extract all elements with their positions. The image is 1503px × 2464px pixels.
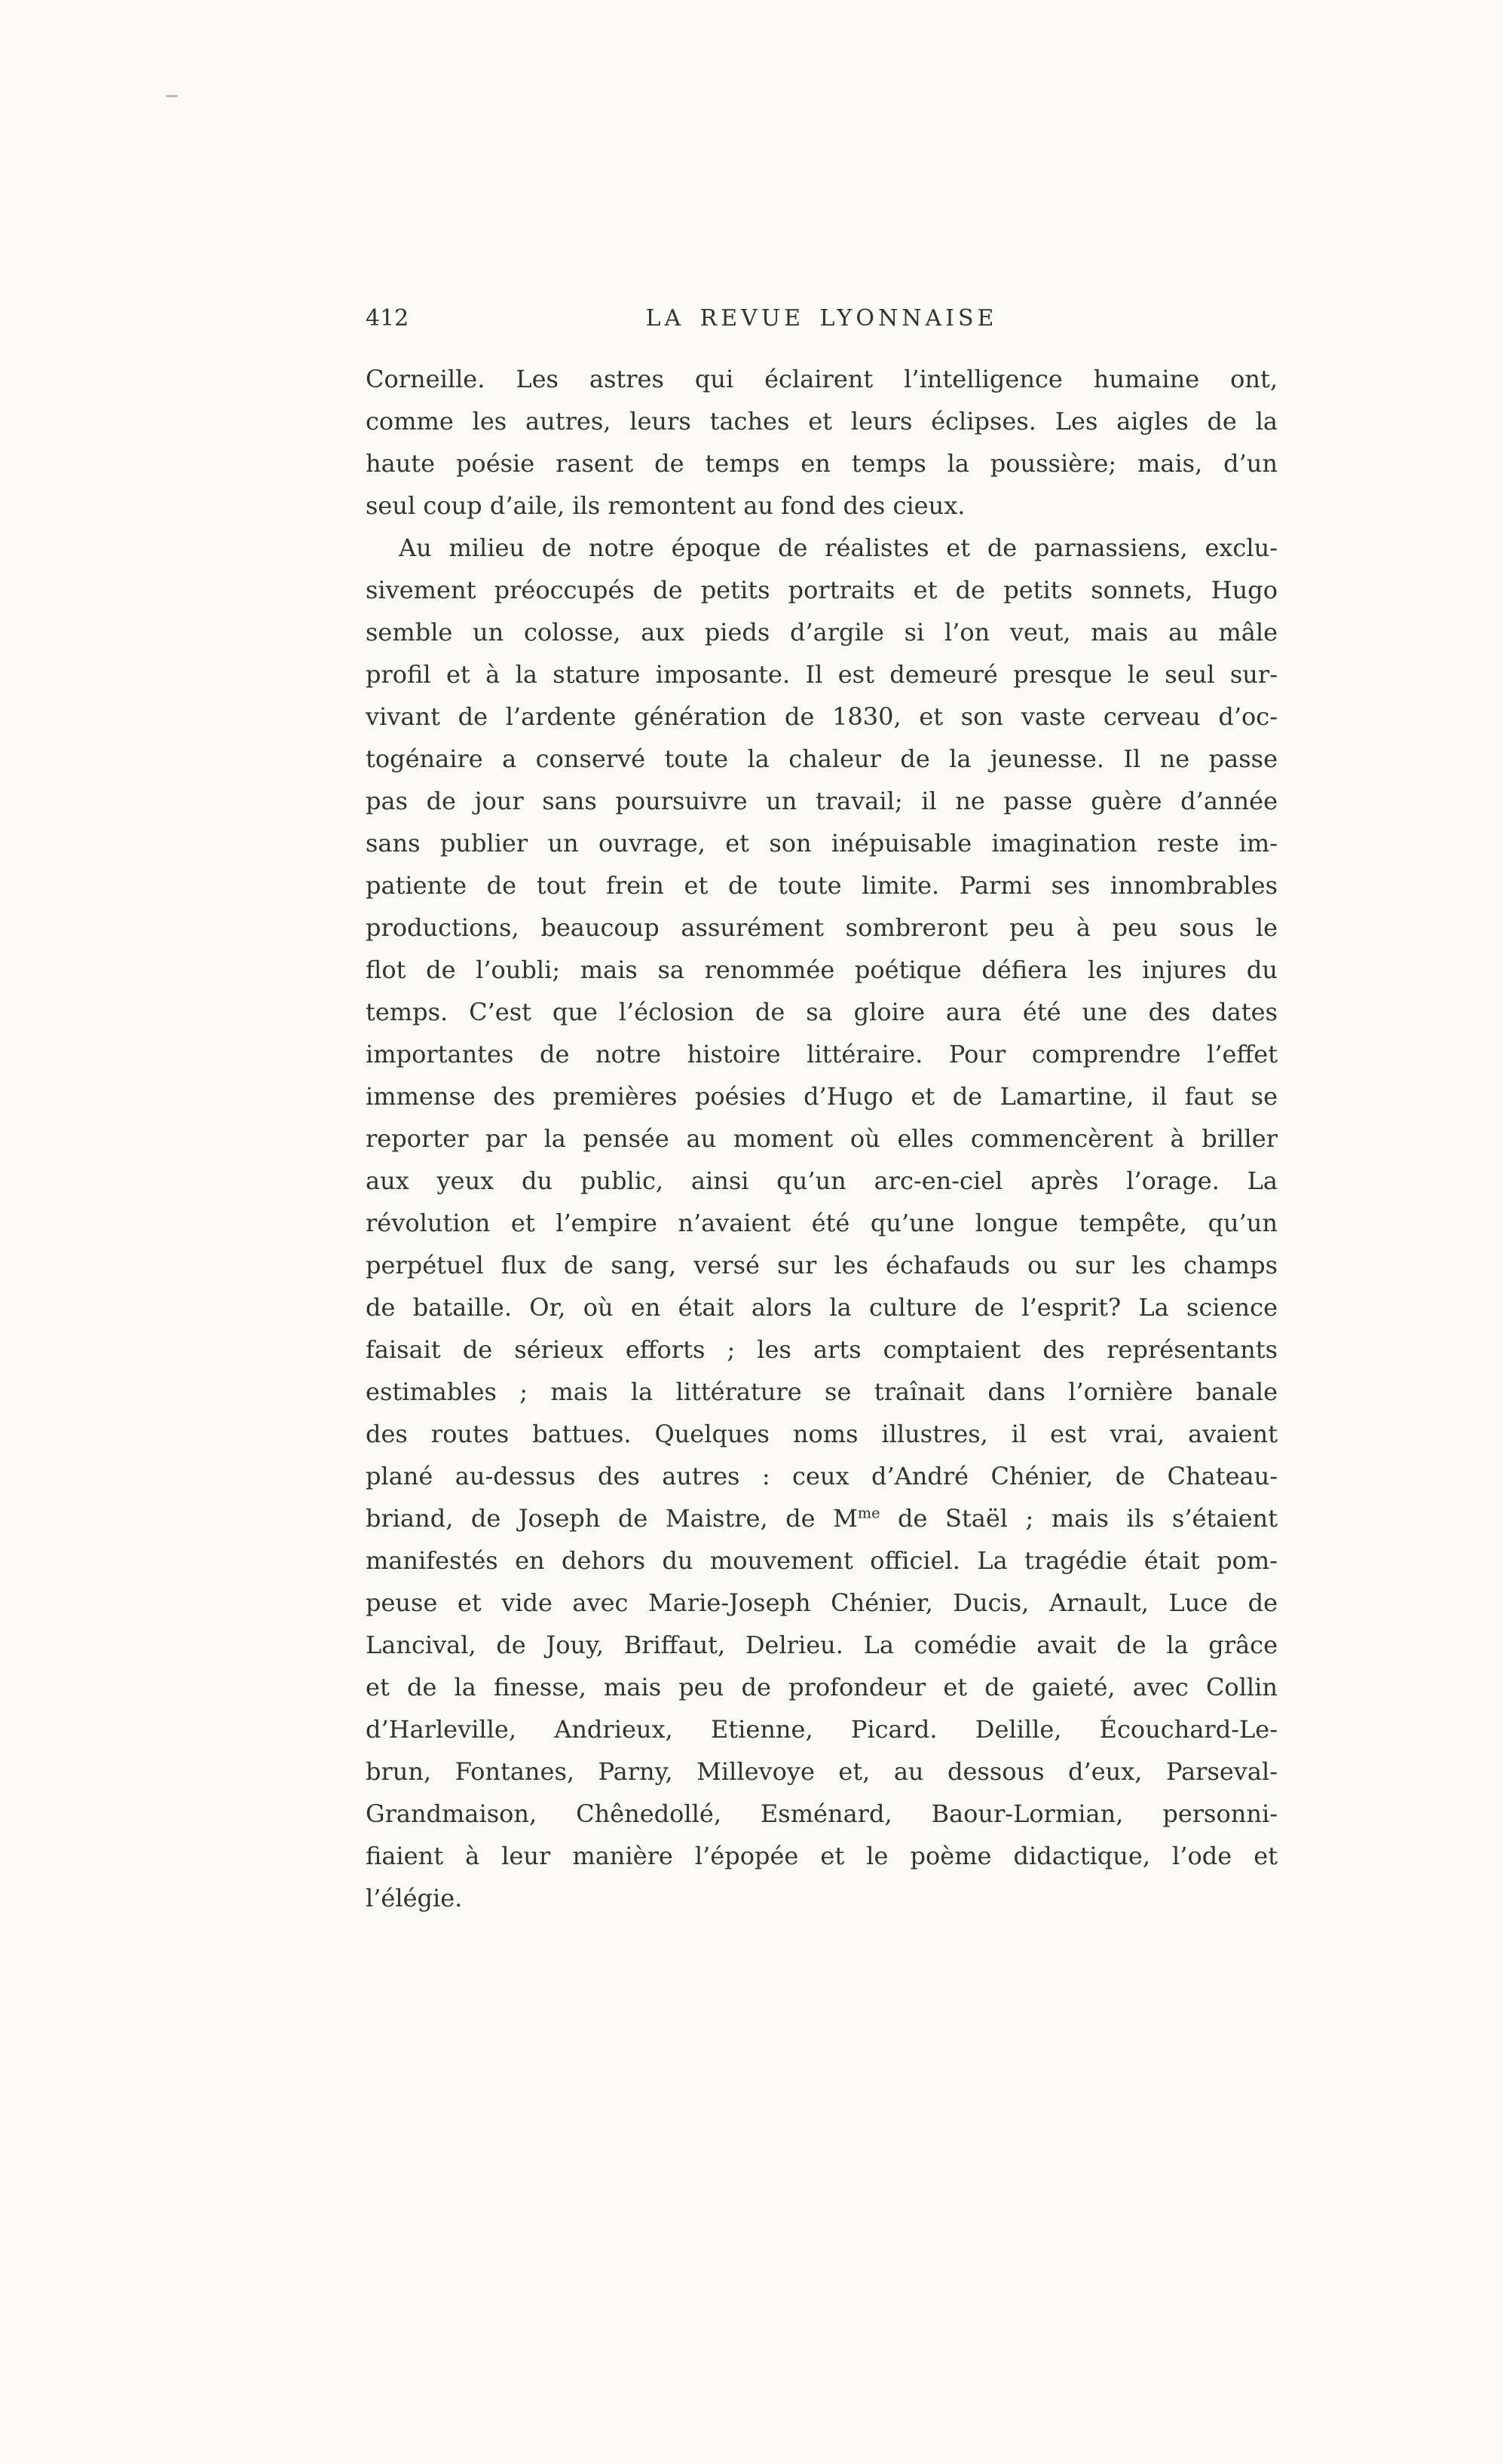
text-line: estimables ; mais la littérature se traînait dans l’ornière banale: [366, 1377, 1278, 1406]
page-header: [366, 305, 1278, 340]
text-line: Grandmaison, Chênedollé, Esménard, Baour-Lormian, personni-: [366, 1799, 1278, 1828]
text-line: manifestés en dehors du mouvement officiel. La tragédie était pom-: [366, 1546, 1278, 1575]
text-line: l’élégie.: [366, 1884, 463, 1912]
text-line: sans publier un ouvrage, et son inépuisable imagination reste im-: [366, 829, 1278, 858]
text-line: haute poésie rasent de temps en temps la poussière; mais, d’un: [366, 449, 1278, 478]
text-line: profil et à la stature imposante. Il est demeuré presque le seul sur-: [366, 660, 1278, 689]
text-line: de bataille. Or, où en était alors la culture de l’esprit? La science: [366, 1293, 1278, 1322]
text-line: temps. C’est que l’éclosion de sa gloire aura été une des dates: [366, 998, 1278, 1026]
text-line: brun, Fontanes, Parny, Millevoye et, au dessous d’eux, Parseval-: [366, 1757, 1278, 1786]
text-line: révolution et l’empire n’avaient été qu’une longue tempête, qu’un: [366, 1209, 1278, 1237]
text-line: briand, de Joseph de Maistre, de $M^{me}$ de Staël ; mais ils s’étaient: [366, 1504, 1278, 1533]
paragraph: [366, 527, 1278, 1919]
text-line: sivement préoccupés de petits portraits et de petits sonnets, Hugo: [366, 576, 1278, 604]
text-line: pas de jour sans poursuivre un travail; il ne passe guère d’année: [366, 787, 1278, 815]
paragraph: [366, 358, 1278, 527]
text-line: productions, beaucoup assurément sombreront peu à peu sous le: [366, 913, 1278, 942]
text-line: Au milieu de notre époque de réalistes et de parnassiens, exclu-: [399, 533, 1278, 562]
text-line: aux yeux du public, ainsi qu’un arc-en-ciel après l’orage. La: [366, 1166, 1278, 1195]
text-line: des routes battues. Quelques noms illustres, il est vrai, avaient: [366, 1420, 1278, 1448]
text-line: comme les autres, leurs taches et leurs éclipses. Les aigles de la: [366, 407, 1278, 436]
text-line: togénaire a conservé toute la chaleur de la jeunesse. Il ne passe: [366, 744, 1278, 773]
text-line: peuse et vide avec Marie-Joseph Chénier, Ducis, Arnault, Luce de: [366, 1588, 1278, 1617]
scan-artifact: [166, 95, 178, 97]
text-line: Corneille. Les astres qui éclairent l’intelligence humaine ont,: [366, 365, 1278, 393]
text-line: flot de l’oubli; mais sa renommée poétique défiera les injures du: [366, 955, 1278, 984]
text-line: plané au-dessus des autres : ceux d’André Chénier, de Chateau-: [366, 1462, 1278, 1490]
page-number: 412: [366, 305, 409, 332]
text-line: vivant de l’ardente génération de 1830, et son vaste cerveau d’oc-: [366, 702, 1278, 731]
text-line: reporter par la pensée au moment où elles commencèrent à briller: [366, 1124, 1278, 1153]
text-line: d’Harleville, Andrieux, Etienne, Picard. Delille, Écouchard-Le-: [366, 1715, 1278, 1744]
text-line: immense des premières poésies d’Hugo et de Lamartine, il faut se: [366, 1082, 1278, 1111]
text-line: Lancival, de Jouy, Briffaut, Delrieu. La comédie avait de la grâce: [366, 1631, 1278, 1659]
text-column: [366, 305, 1278, 1919]
text-line: semble un colosse, aux pieds d’argile si l’on veut, mais au mâle: [366, 618, 1278, 647]
text-line: importantes de notre histoire littéraire. Pour comprendre l’effet: [366, 1040, 1278, 1068]
text-line: patiente de tout frein et de toute limite. Parmi ses innombrables: [366, 871, 1278, 900]
text-line: perpétuel flux de sang, versé sur les échafauds ou sur les champs: [366, 1251, 1278, 1279]
text-line: et de la finesse, mais peu de profondeur et de gaieté, avec Collin: [366, 1673, 1278, 1701]
running-title: LA REVUE LYONNAISE: [645, 305, 998, 332]
text-block: [366, 358, 1278, 1919]
text-line: faisait de sérieux efforts ; les arts comptaient des représentants: [366, 1335, 1278, 1364]
text-line: fiaient à leur manière l’épopée et le poème didactique, l’ode et: [366, 1842, 1278, 1870]
text-line: seul coup d’aile, ils remontent au fond des cieux.: [366, 491, 966, 520]
